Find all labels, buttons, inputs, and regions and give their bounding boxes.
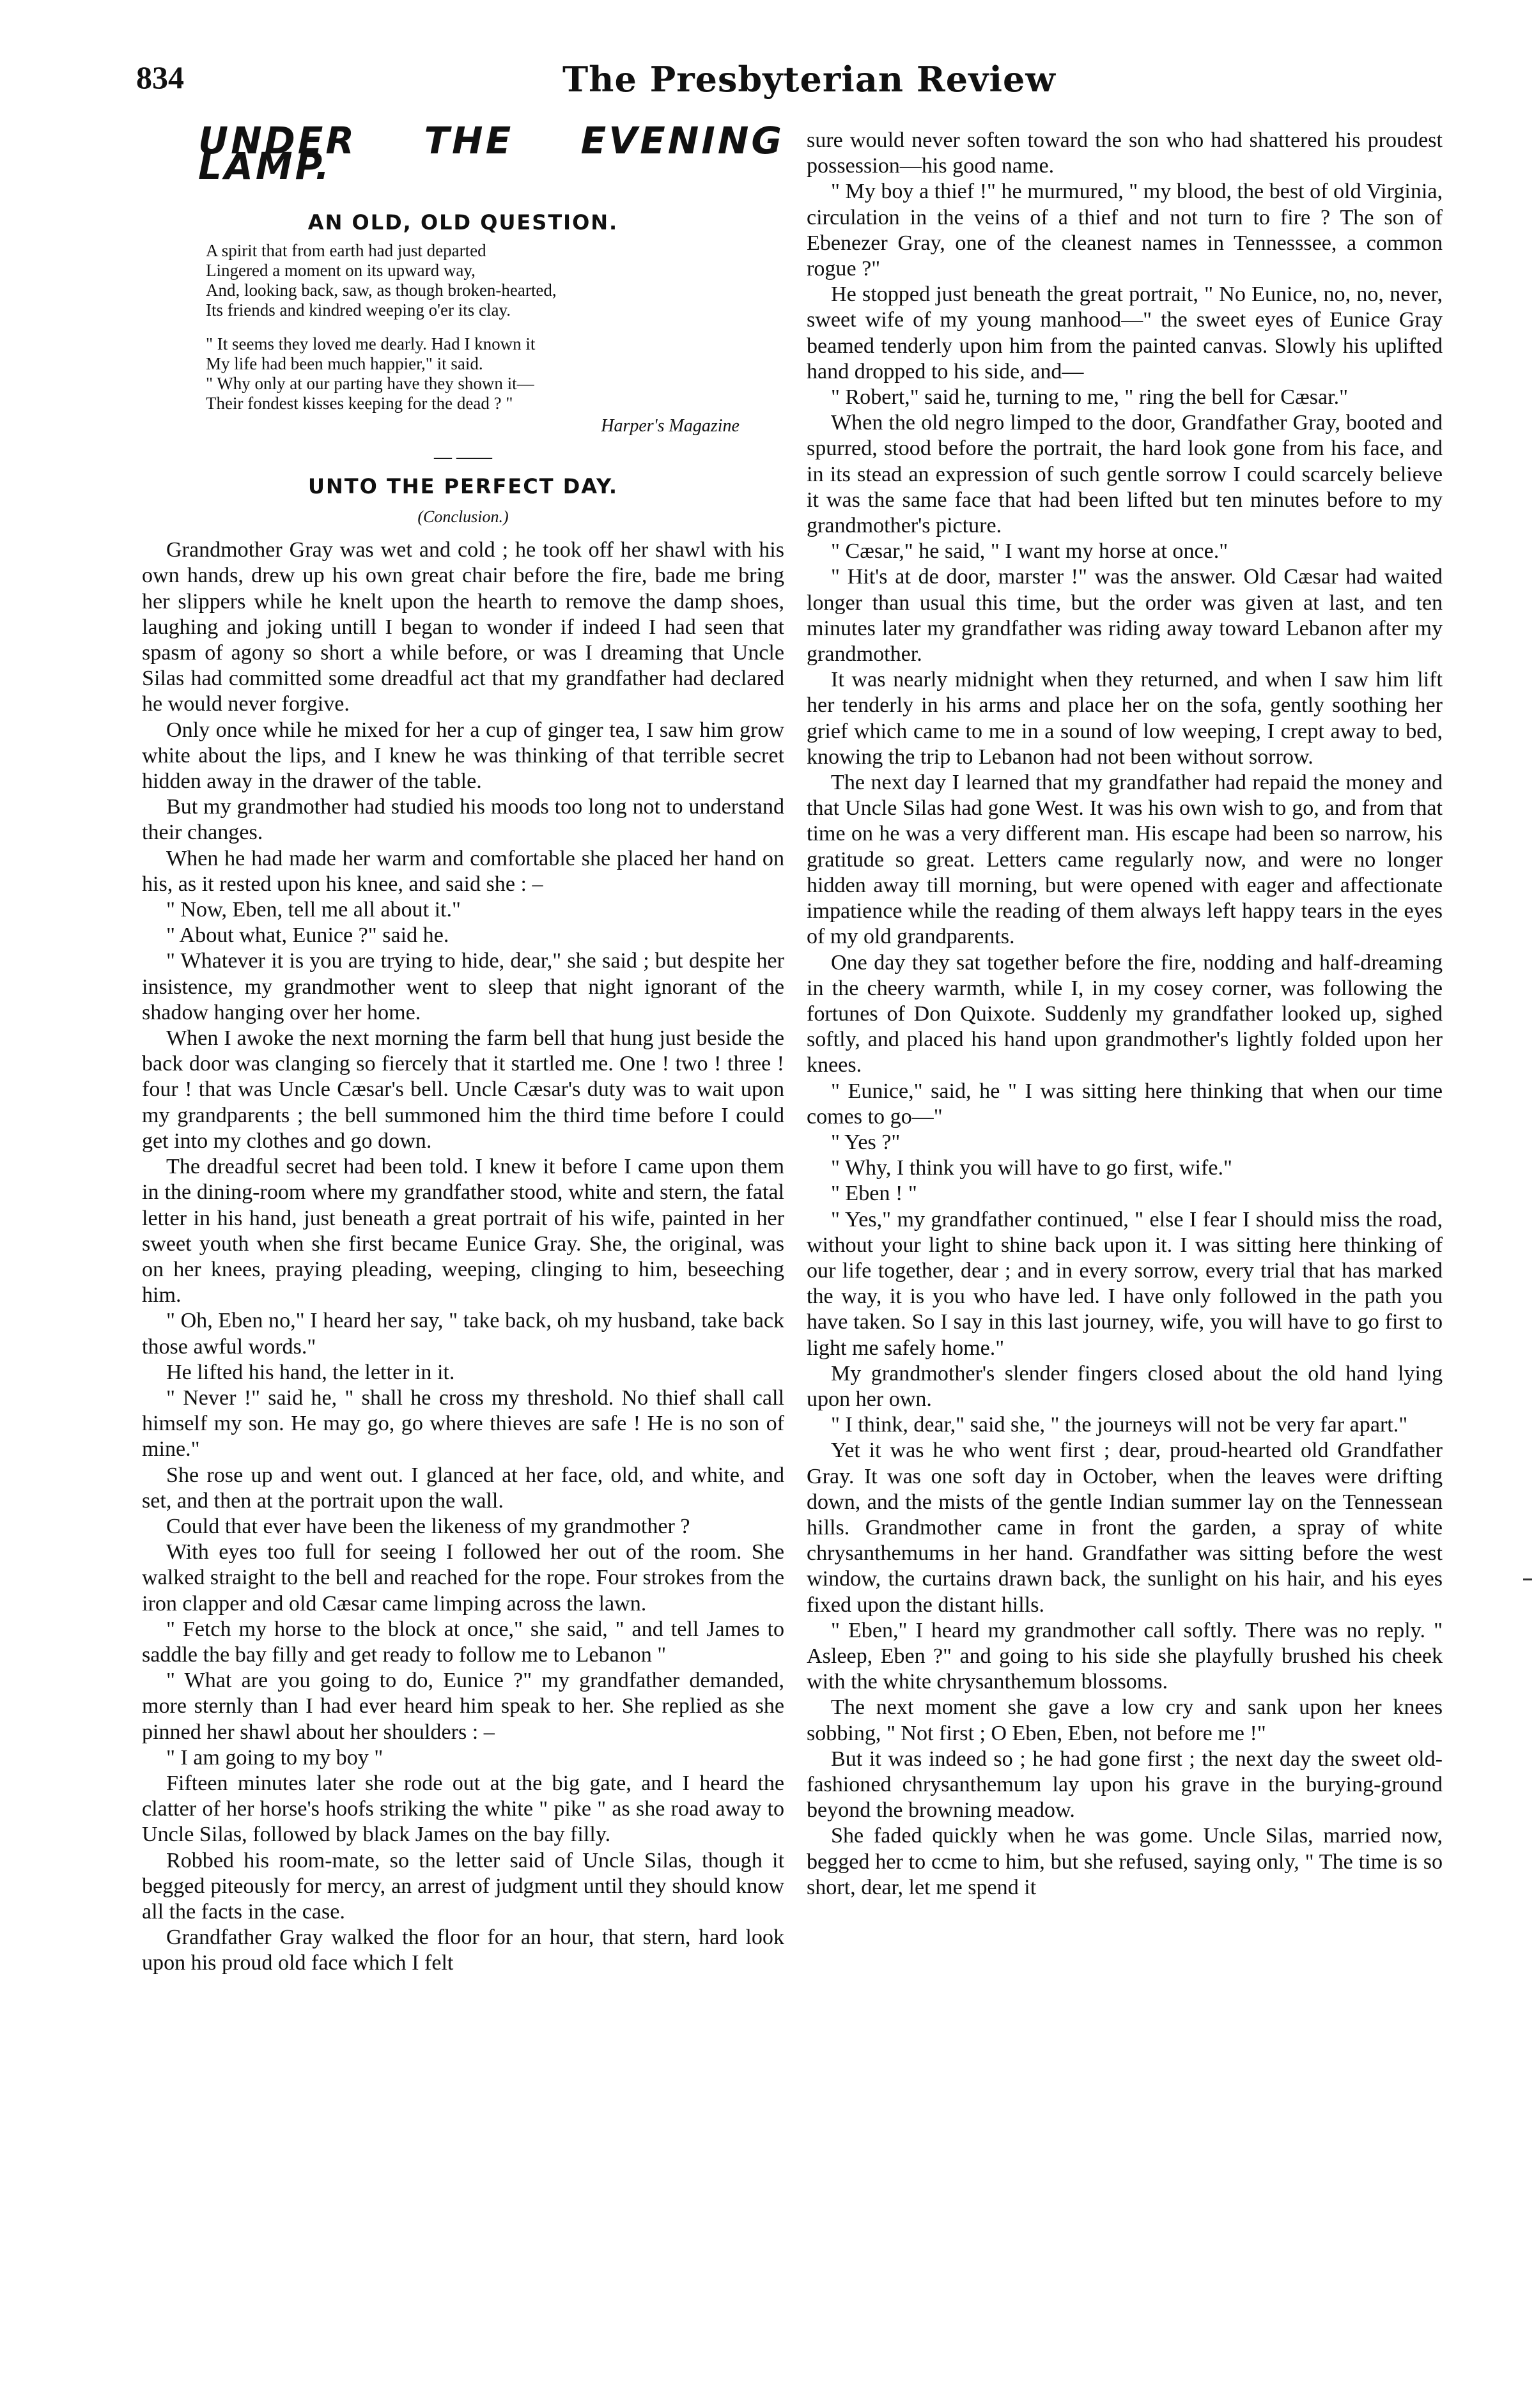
story-text-left (142, 537, 784, 1976)
poem-line: " Why only at our parting have they shown it— (206, 373, 534, 393)
paragraph: She rose up and went out. I glanced at her face, old, and white, and set, and then at the portrait upon the wall. (142, 1463, 784, 1513)
poem-line: A spirit that from earth had just departed (206, 240, 486, 260)
paragraph: One day they sat together before the fire, nodding and half-dreaming in the cheery warmth, while I, in my cosey corner, was following the fortunes of Don Quixote. Suddenly my grandfather looked up, sighed softly, and placed his hand upon grandmother's lightly folded upon her knees. (807, 950, 1443, 1077)
paragraph: sure would never soften toward the son who had shattered his proudest possession—his good name. (807, 128, 1443, 178)
paragraph: When the old negro limped to the door, Grandfather Gray, booted and spurred, stood before the portrait, the hard look gone from his face, and in its stead an expression of such gentle sorrow I could scarcely believe it was the same face that had been lifted but ten minutes before to my grandmother's picture. (807, 411, 1443, 538)
story-note: (Conclusion.) (417, 507, 509, 527)
paragraph: He stopped just beneath the great portrait, " No Eunice, no, no, never, sweet wife of my young manhood—" the sweet eyes of Eunice Gray beamed tenderly upon him from the painted canvas. Slowly his uplifted hand dropped to his side, and— (807, 282, 1443, 383)
margin-mark (1523, 1578, 1532, 1580)
story-text-right (807, 128, 1443, 1901)
paragraph: With eyes too full for seeing I followed her out of the room. She walked straight to the bell and reached for the rope. Four strokes from the iron clapper and old Cæsar came limping across the lawn. (142, 1540, 784, 1616)
paragraph: The next day I learned that my grandfather had repaid the money and that Uncle Silas had gone West. It was his own wish to go, and from that time on he was a very different man. His escape had been so narrow, his gratitude so great. Letters came regularly now, and were no longer hidden away till morning, but were opened with eager and affectionate impatience while the reading of them always left happy tears in the eyes of my old grandparents. (807, 771, 1443, 949)
paragraph: My grandmother's slender fingers closed about the old hand lying upon her own. (807, 1361, 1443, 1411)
paragraph: " Eben," I heard my grandmother call softly. There was no reply. " Asleep, Eben ?" and going to his side she playfully brushed his cheek with the white chrysanthemum blossoms. (807, 1618, 1443, 1694)
paragraph: Robbed his room-mate, so the letter said of Uncle Silas, though it begged piteously for mercy, an arrest of judgment until they should know all the facts in the case. (142, 1848, 784, 1924)
paragraph: Yet it was he who went first ; dear, proud-hearted old Grandfather Gray. It was one soft day in October, when the leaves were drifting down, and the mists of the gentle Indian summer lay on the Tennessean hills. Grandmother came in front the garden, a spray of white chrysanthemums in her hand. Grandfather was sitting before the west window, the curtains drawn back, the sunlight on his hair, and his eyes fixed upon the distant hills. (807, 1439, 1443, 1617)
paragraph: But my grandmother had studied his moods too long not to understand their changes. (142, 795, 784, 845)
paragraph: " Yes ?" (831, 1130, 901, 1154)
right-column (807, 128, 1443, 1901)
paragraph: " Hit's at de door, marster !" was the answer. Old Cæsar had waited longer than usual this time, but the order was given at last, and ten minutes later my grandfather was riding away toward Lebanon after my grandmother. (807, 565, 1443, 667)
paragraph: Grandmother Gray was wet and cold ; he took off her shawl with his own hands, drew up his own great chair before the fire, bade me bring her slippers while he knelt upon the hearth to remove the damp shoes, laughing and joking untill I began to wonder if indeed I had seen that spasm of agony so short a while before, or was I dreaming that Uncle Silas had committed some dreadful act that my grandfather had declared he would never forgive. (142, 538, 784, 716)
paragraph: " Cæsar," he said, " I want my horse at once." (831, 539, 1228, 564)
paragraph: The next moment she gave a low cry and sank upon her knees sobbing, " Not first ; O Eben, Eben, not before me !" (807, 1695, 1443, 1745)
paragraph: " Eben ! " (831, 1182, 917, 1206)
poem-line: Their fondest kisses keeping for the dead ? " (206, 393, 513, 413)
paragraph: " Yes," my grandfather continued, " else I fear I should miss the road, without your light to shine back upon it. I was sitting here thinking of our life together, dear ; and in every sorrow, every trial that has marked the way, it is you who have led. I have only followed in the path you have taken. So I say in this last journey, wife, you will have to go first to light me safely home." (807, 1207, 1443, 1360)
poem-line: " It seems they loved me dearly. Had I known it (206, 334, 536, 353)
paragraph: The dreadful secret had been told. I knew it before I came upon them in the dining-room where my grandfather stood, white and stern, the fatal letter in his hand, just beneath a great portrait of his wife, painted in her sweet youth when she first became Eunice Gray. She, the original, was on her knees, praying pleading, weeping, clinging to him, beseeching him. (142, 1155, 784, 1308)
divider: — —— (434, 447, 492, 467)
paragraph: It was nearly midnight when they returned, and when I saw him lift her tenderly in his arms and place her on the sofa, gently soothing her grief which came to me in a sound of low weeping, I crept away to bed, knowing the trip to Lebanon had not been without sorrow. (807, 668, 1443, 769)
paragraph: " Eunice," said, he " I was sitting here thinking that when our time comes to go—" (807, 1079, 1443, 1129)
running-title: The Presbyterian Review (562, 59, 1056, 100)
poem-stanza (206, 241, 784, 320)
poem-line: My life had been much happier," it said. (206, 353, 483, 373)
paragraph: Grandfather Gray walked the floor for an hour, that stern, hard look upon his proud old face which I felt (142, 1926, 784, 1975)
poem-line: Lingered a moment on its upward way, (206, 260, 476, 280)
paragraph: " What are you going to do, Eunice ?" my grandfather demanded, more sternly than I had ever heard him speak to her. She replied as she pinned her shawl about her shoulders : – (142, 1669, 784, 1744)
paragraph: Fifteen minutes later she rode out at the big gate, and I heard the clatter of her horse's hoofs striking the white " pike " as she road away to Uncle Silas, followed by black James on the bay filly. (142, 1771, 784, 1847)
poem-title: AN OLD, OLD QUESTION. (307, 210, 619, 235)
paragraph: " Now, Eben, tell me all about it." (166, 898, 461, 922)
page-number: 834 (136, 59, 184, 95)
paragraph: But it was indeed so ; he had gone first ; the next day the sweet old-fashioned chrysanthemum lay upon his grave in the burying-ground beyond the browning meadow. (807, 1747, 1443, 1823)
paragraph: " I think, dear," said she, " the journeys will not be very far apart." (831, 1413, 1408, 1437)
paragraph: " Robert," said he, turning to me, " ring the bell for Cæsar." (831, 385, 1349, 410)
paragraph: " About what, Eunice ?" said he. (166, 923, 449, 948)
paragraph: " Oh, Eben no," I heard her say, " take back, oh my husband, take back those awful words." (142, 1309, 784, 1359)
paragraph: " I am going to my boy " (166, 1745, 384, 1770)
paragraph: He lifted his hand, the letter in it. (166, 1360, 455, 1384)
paragraph: " Why, I think you will have to go first, wife." (831, 1156, 1232, 1180)
paragraph: Could that ever have been the likeness of my grandmother ? (166, 1514, 690, 1538)
poem-line: And, looking back, saw, as though broken-hearted, (206, 280, 557, 300)
poem-source: Harper's Magazine (601, 415, 740, 436)
left-column (142, 119, 784, 1977)
paragraph: " Fetch my horse to the block at once," she said, " and tell James to saddle the bay filly and get ready to follow me to Lebanon " (142, 1617, 784, 1667)
paragraph: " My boy a thief !" he murmured, " my blood, the best of old Virginia, circulation in the veins of a thief and not turn to fire ? The son of Ebenezer Gray, one of the cleanest names in Tennesssee, a common rogue ?" (807, 180, 1443, 281)
paragraph: " Whatever it is you are trying to hide, dear," she said ; but despite her insistence, my grandmother went to sleep that night ignorant of the shadow hanging over her home. (142, 949, 784, 1024)
paragraph: When he had made her warm and comfortable she placed her hand on his, as it rested upon his knee, and said she : – (142, 846, 784, 896)
paragraph: " Never !" said he, " shall he cross my threshold. No thief shall call himself my son. He may go, go where thieves are safe ! He is no son of mine." (142, 1385, 784, 1462)
poem-line: Its friends and kindred weeping o'er its clay. (206, 300, 511, 320)
poem-body (206, 241, 784, 413)
section-title: UNDER THE EVENING LAMP. (198, 119, 784, 189)
story-title: UNTO THE PERFECT DAY. (308, 474, 618, 498)
poem-stanza (206, 334, 784, 413)
paragraph: When I awoke the next morning the farm bell that hung just beside the back door was clanging so fiercely that it startled me. One ! two ! three ! four ! that was Uncle Cæsar's bell. Uncle Cæsar's duty was to wait upon my grandparents ; the bell summoned him the third time before I could get into my clothes and go down. (142, 1026, 784, 1153)
paragraph: Only once while he mixed for her a cup of ginger tea, I saw him grow white about the lips, and I knew he was thinking of that terrible secret hidden away in the drawer of the table. (142, 718, 784, 794)
paragraph: She faded quickly when he was gome. Uncle Silas, married now, begged her to ccme to him, but she refused, saying only, " The time is so short, dear, let me spend it (807, 1824, 1443, 1899)
